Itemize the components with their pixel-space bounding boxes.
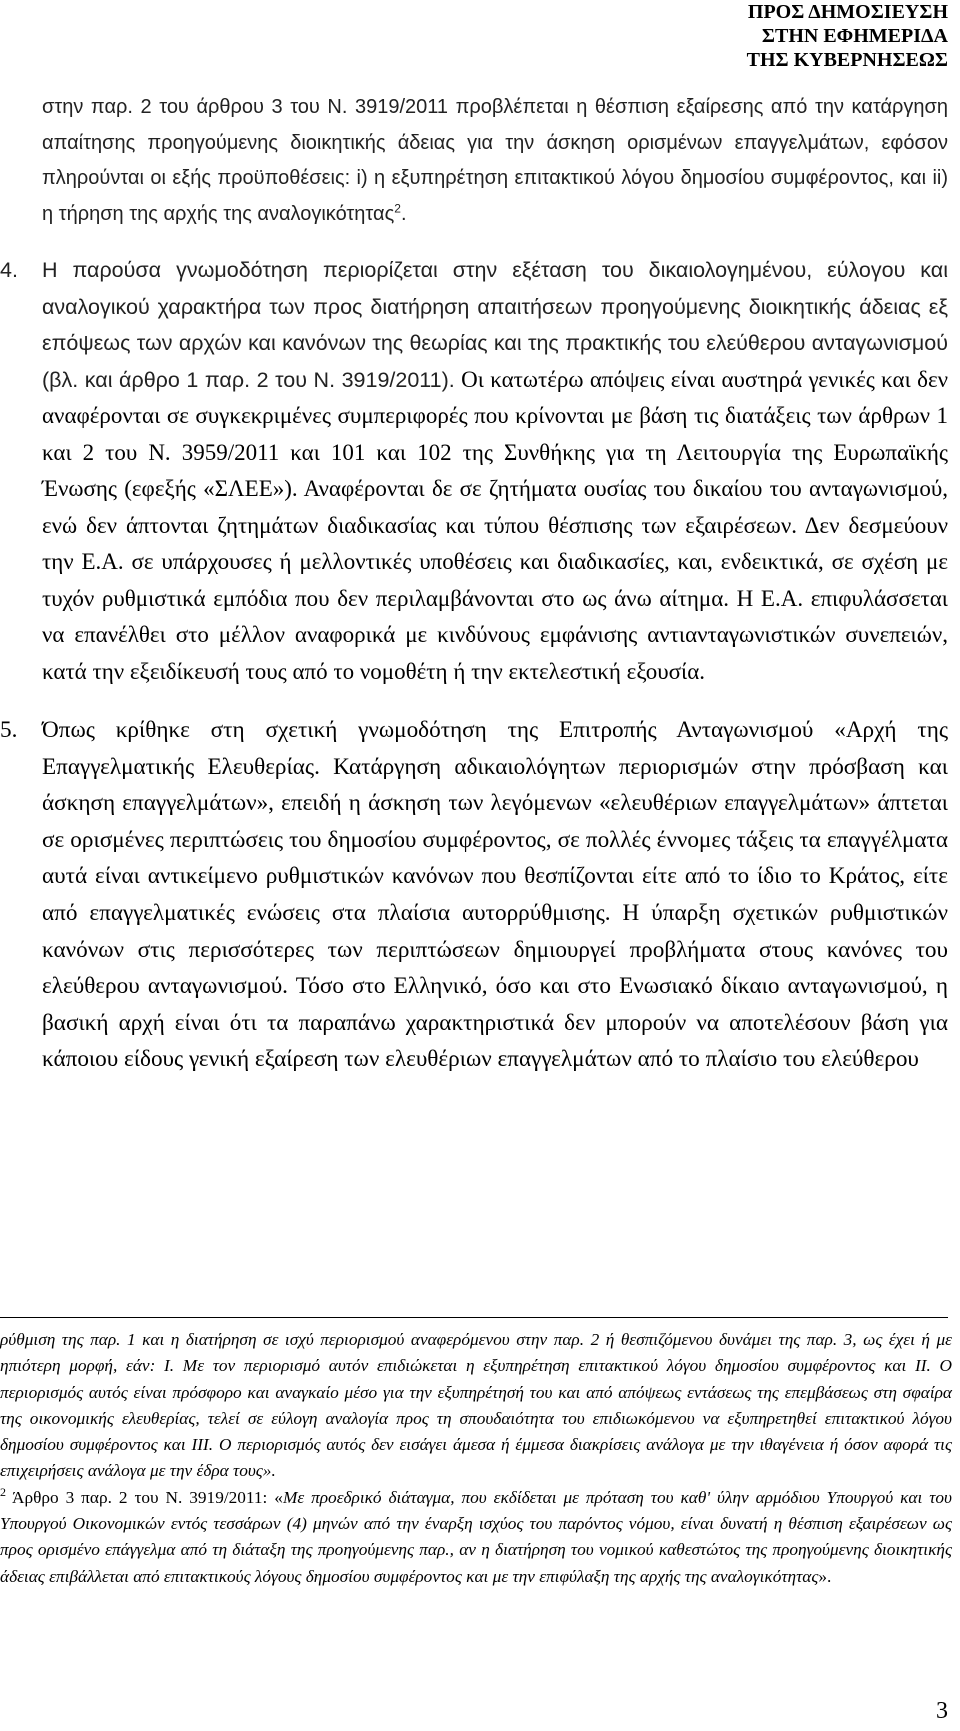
footnotes [0,1327,952,1590]
main-content [0,90,948,1078]
footnote-ref-2[interactable]: 2 [394,200,401,215]
paragraph-5 [0,712,948,1078]
footnote-1-continued [0,1327,952,1485]
footnote-end: ». [818,1566,832,1586]
footnote-divider [0,1317,948,1318]
footnote-number: 2 [0,1485,6,1500]
paragraph-4 [0,252,948,690]
paragraph-sans-text: Η παρούσα γνωμοδότηση περιορίζεται στην εξέταση του δικαιολογημένου, εύλογου και αναλογικού χαρακτήρα των προς διατήρηση απαιτήσεων προηγούμενης διοικητικής άδειας εξ επόψεως των αρχών και κανόνων της θεωρίας και της πρακτικής του ελεύθερου ανταγωνισμού (βλ. και άρθρο 1 παρ. 2 του Ν. 3919/2011). [42,258,948,392]
header-line-1: ΠΡΟΣ ΔΗΜΟΣΙΕΥΣΗ [747,1,948,23]
header-line-2: ΣΤΗΝ ΕΦΗΜΕΡΙΔΑ [761,25,948,47]
paragraph-end: . [400,202,407,225]
footnote-2 [0,1485,952,1590]
paragraph-continued [42,90,948,232]
paragraph-body: Όπως κρίθηκε στη σχετική γνωμοδότηση της Επιτροπής Ανταγωνισμού «Αρχή της Επαγγελματικής Ελευθερίας. Κατάργηση αδικαιολόγητων περιορισμών στην πρόσβαση και άσκηση επαγγελμάτων», επειδή η άσκηση των λεγόμενων «ελευθέριων επαγγελμάτων» άπτεται σε ορισμένες περιπτώσεις του δημοσίου συμφέροντος, σε πολλές έννομες τάξεις τα επαγγέλματα αυτά είναι αντικείμενο ρυθμιστικών κανόνων που θεσπίζονται είτε από το ίδιο το Κράτος, είτε από επαγγελματικές ενώσεις στα πλαίσια αυτορρύθμισης. Η ύπαρξη σχετικών ρυθμιστικών κανόνων στις περισσότερες των περιπτώσεων δημιουργεί προβλήματα στους κανόνες του ελεύθερου ανταγωνισμού. Τόσο στο Ελληνικό, όσο και στο Ενωσιακό δίκαιο ανταγωνισμού, η βασική αρχή είναι ότι τα παραπάνω χαρακτηριστικά δεν μπορούν να αποτελέσουν βάση για κάποιου είδους γενική εξαίρεση των ελευθέριων επαγγελμάτων από το πλαίσιο του ελεύθερου [42,717,948,1073]
paragraph-number: 4. [0,258,18,282]
page-number: 3 [936,1698,948,1724]
footnote-quote: Με προεδρικό διάταγμα, που εκδίδεται με πρόταση του καθ' ύλην αρμόδιου Υπουργού και του Υπουργού Οικονομικών εντός τεσσάρων (4) μηνών από την έναρξη ισχύος του παρόντος νόμου, είναι δυνατή η θέσπιση εξαιρέσεων ως προς ορισμένο επάγγελμα από τη διάταξη της προηγούμενης παρ., αν η διατήρηση του νομικού καθεστώτος της προηγούμενης διοικητικής άδειας επιβάλλεται από επιτακτικούς λόγους δημοσίου συμφέροντος και με την επιφύλαξη της αρχής της αναλογικότητας [0,1487,952,1586]
header-line-3: ΤΗΣ ΚΥΒΕΡΝΗΣΕΩΣ [746,49,948,71]
footnote-lead: Άρθρο 3 παρ. 2 του Ν. 3919/2011: « [6,1487,283,1507]
publication-header [648,0,948,72]
paragraph-serif-text: Οι κατωτέρω απόψεις είναι αυστηρά γενικές και δεν αναφέρονται σε συγκεκριμένες συμπεριφορές που κρίνονται με βάση τις διατάξεις των άρθρων 1 και 2 του Ν. 3959/2011 και 101 και 102 της Συνθήκης για τη Λειτουργία της Ευρωπαϊκής Ένωσης (εφεξής «ΣΛΕΕ»). Αναφέρονται δε σε ζητήματα ουσίας του δικαίου του ανταγωνισμού, ενώ δεν άπτονται ζητημάτων διαδικασίας και τύπου θέσπισης των εξαιρέσεων. Δεν δεσμεύουν την Ε.Α. σε υπάρχουσες ή μελλοντικές υποθέσεις και διαδικασίες, και, ενδεικτικά, σε σχέση με τυχόν ρυθμιστικά εμπόδια που δεν περιλαμβάνονται στο ως άνω αίτημα. Η Ε.Α. επιφυλάσσεται να επανέλθει στο μέλλον αναφορικά με κινδύνους εμφάνισης αντιανταγωνιστικών συνεπειών, κατά την εξειδίκευσή τους από το νομοθέτη ή την εκτελεστική εξουσία. [42,366,948,684]
paragraph-body [42,252,948,690]
paragraph-text: στην παρ. 2 του άρθρου 3 του Ν. 3919/2011 προβλέπεται η θέσπιση εξαίρεσης από την κατάργηση απαίτησης προηγούμενης διοικητικής άδειας για την άσκηση ορισμένων επαγγελμάτων, εφόσον πληρούνται οι εξής προϋποθέσεις: i) η εξυπηρέτηση επιτακτικού λόγου δημοσίου συμφέροντος, και ii) η τήρηση της αρχής της αναλογικότητας [42,96,948,225]
footnote-text: ρύθμιση της παρ. 1 και η διατήρηση σε ισχύ περιορισμού αναφερόμενου στην παρ. 2 ή θεσπιζόμενου δυνάμει της παρ. 3, ως έχει ή με ηπιότερη μορφή, εάν: Ι. Με τον περιορισμό αυτόν επιδιώκεται η εξυπηρέτηση επιτακτικού λόγου δημοσίου συμφέροντος και ΙΙ. Ο περιορισμός αυτός είναι πρόσφορο και αναγκαίο μέσο για την εξυπηρέτησή του και από απόψεως εντάσεως της επεμβάσεως στη σφαίρα της οικονομικής ελευθερίας, τελεί σε εύλογη αναλογία προς τη σπουδαιότητα του επιδιωκόμενου να εξυπηρετηθεί επιτακτικού λόγου δημοσίου συμφέροντος και ΙΙΙ. Ο περιορισμός αυτός δεν εισάγει άμεσα ή έμμεσα διακρίσεις ανάλογα με την ιθαγένεια ή όσον αφορά τις επιχειρήσεις ανάλογα με την έδρα τους». [0,1330,952,1481]
paragraph-number: 5. [0,717,18,743]
